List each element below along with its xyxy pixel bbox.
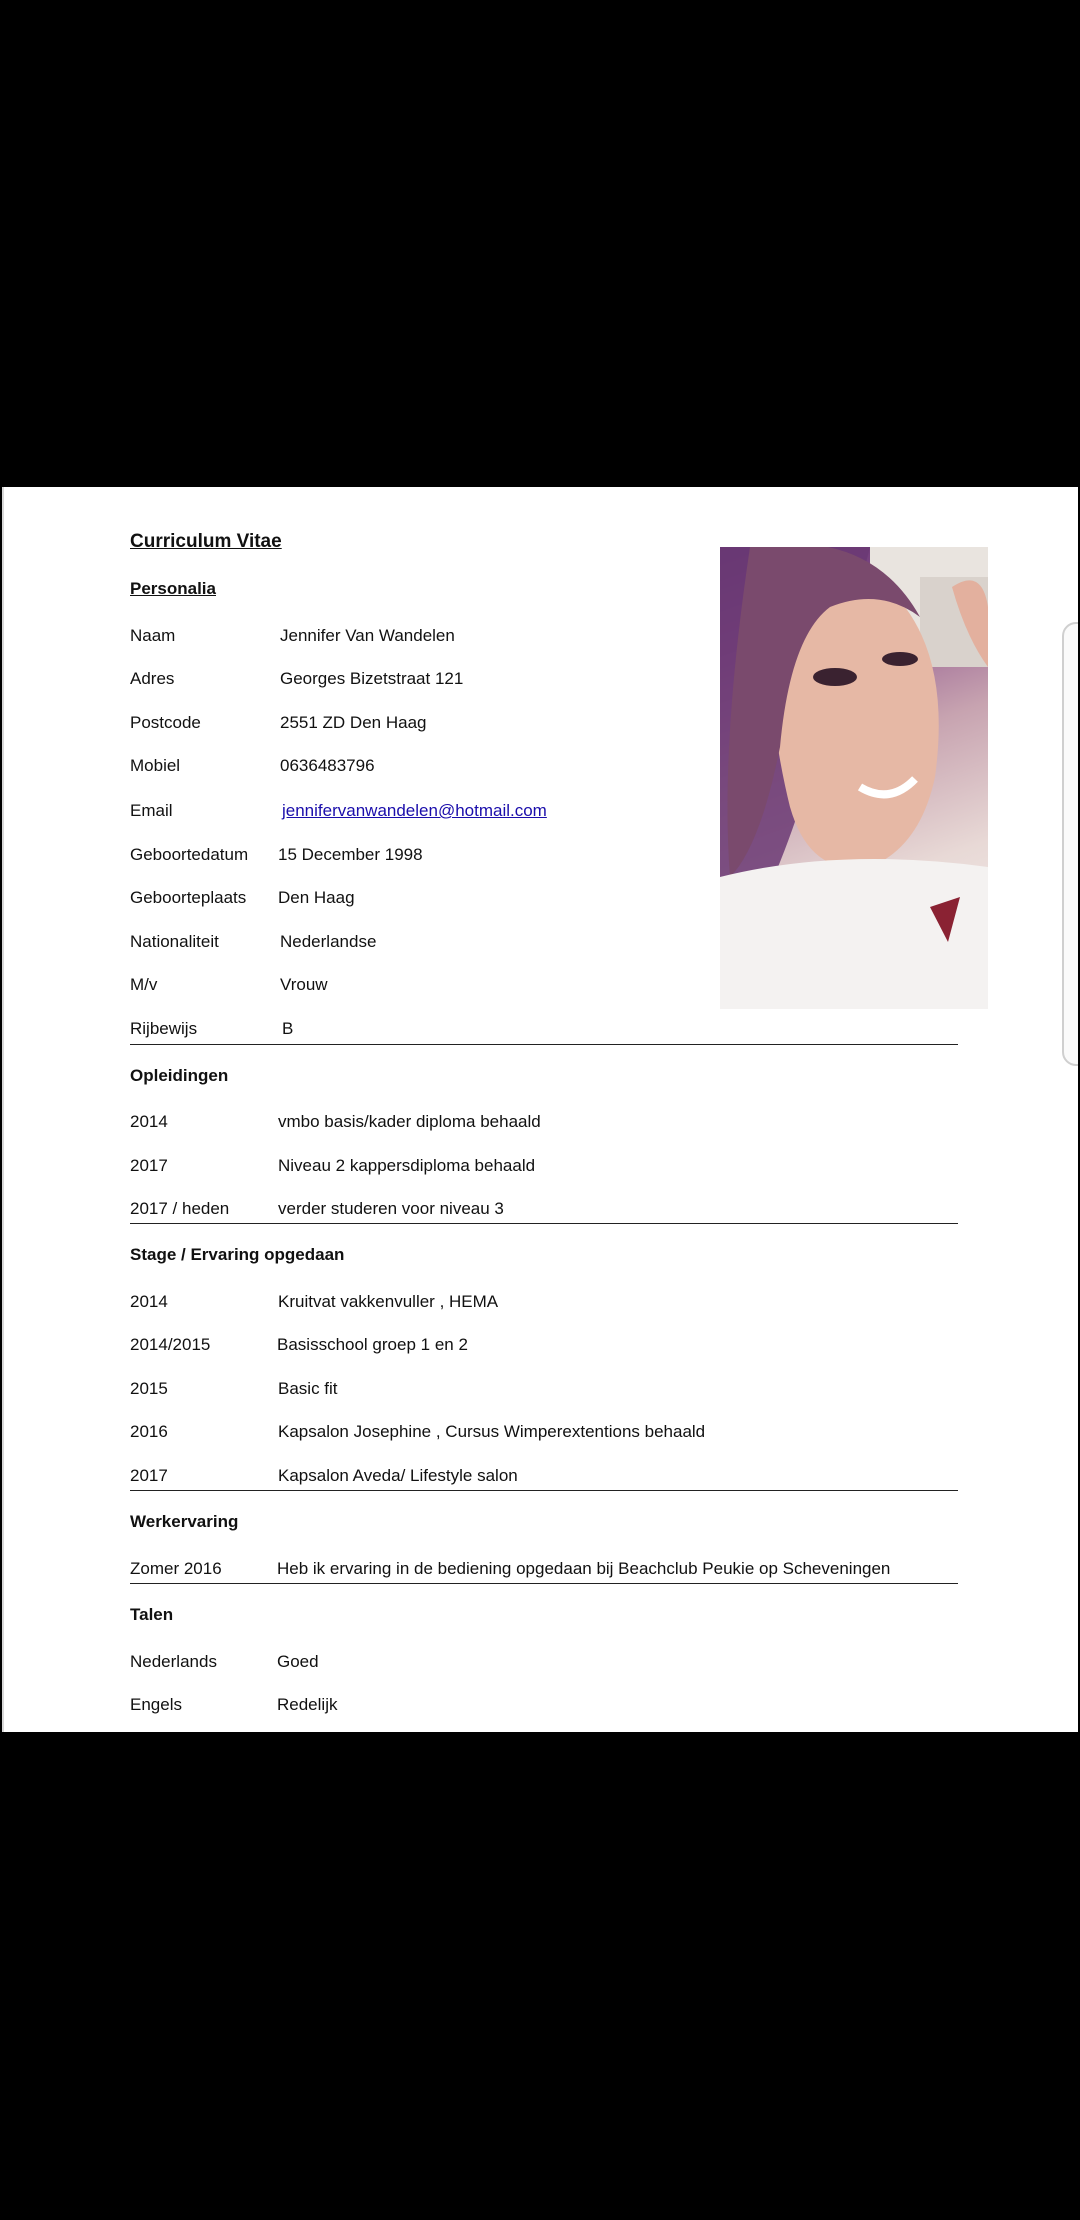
section-heading-personalia: Personalia (130, 579, 216, 598)
row-label: Rijbewijs (130, 1019, 198, 1038)
row-value: Kapsalon Aveda/ Lifestyle salon (278, 1466, 518, 1485)
row-label: M/v (130, 975, 158, 994)
education-row (130, 1109, 958, 1135)
personalia-row (130, 623, 958, 649)
education-row (130, 1153, 958, 1179)
row-label: Adres (130, 669, 175, 688)
row-label: Zomer 2016 (130, 1559, 222, 1578)
row-value: 0636483796 (280, 756, 375, 775)
row-label: Geboortedatum (130, 845, 249, 864)
education-row (130, 1196, 958, 1222)
row-label: 2016 (130, 1422, 168, 1441)
row-label: Email (130, 801, 173, 820)
personalia-row (130, 1016, 958, 1042)
document-title: Curriculum Vitae (130, 531, 282, 552)
row-label: Nationaliteit (130, 932, 219, 951)
row-label: 2014/2015 (130, 1335, 211, 1354)
row-value: Kapsalon Josephine , Cursus Wimperextentions behaald (278, 1422, 706, 1441)
internship-row (130, 1419, 958, 1445)
row-value: Vrouw (280, 975, 328, 994)
row-value: Nederlandse (280, 932, 377, 951)
row-label: Naam (130, 626, 176, 645)
section-divider (130, 1044, 958, 1045)
row-value: B (282, 1019, 294, 1038)
row-label: 2017 (130, 1156, 168, 1175)
row-value: Niveau 2 kappersdiploma behaald (278, 1156, 536, 1175)
section-heading-opleidingen: Opleidingen (130, 1066, 229, 1085)
edge-panel-handle[interactable] (1062, 622, 1078, 1066)
section-heading-werkervaring: Werkervaring (130, 1512, 239, 1531)
row-value: Jennifer Van Wandelen (280, 626, 455, 645)
row-label: Geboorteplaats (130, 888, 247, 907)
row-value: Redelijk (277, 1695, 338, 1714)
row-label: Mobiel (130, 756, 181, 775)
personalia-row (130, 798, 958, 824)
personalia-row (130, 666, 958, 692)
row-value: Kruitvat vakkenvuller , HEMA (278, 1292, 499, 1311)
internship-row (130, 1289, 958, 1315)
language-row (130, 1692, 958, 1718)
personalia-row (130, 710, 958, 736)
row-label: 2017 / heden (130, 1199, 230, 1218)
row-label: 2017 (130, 1466, 168, 1485)
row-label: 2014 (130, 1292, 168, 1311)
row-label: 2014 (130, 1112, 168, 1131)
row-value: vmbo basis/kader diploma behaald (278, 1112, 541, 1131)
row-value: Georges Bizetstraat 121 (280, 669, 464, 688)
section-divider (130, 1490, 958, 1491)
section-heading-talen: Talen (130, 1605, 174, 1624)
row-value: Den Haag (278, 888, 355, 907)
internship-row (130, 1463, 958, 1489)
section-divider (130, 1223, 958, 1224)
personalia-row (130, 929, 958, 955)
row-label: Engels (130, 1695, 182, 1714)
section-divider (130, 1583, 958, 1584)
row-value: Goed (277, 1652, 319, 1671)
internship-row (130, 1332, 958, 1358)
document-page[interactable] (2, 487, 1078, 1732)
row-value: 2551 ZD Den Haag (280, 713, 427, 732)
row-label: Nederlands (130, 1652, 217, 1671)
row-value: 15 December 1998 (278, 845, 423, 864)
row-value: Basic fit (278, 1379, 338, 1398)
row-label: Postcode (130, 713, 201, 732)
personalia-row (130, 753, 958, 779)
row-value: Heb ik ervaring in de bediening opgedaan bij Beachclub Peukie op Scheveningen (277, 1559, 891, 1578)
internship-row (130, 1376, 958, 1402)
row-value: Basisschool groep 1 en 2 (277, 1335, 468, 1354)
email-link[interactable]: jennifervanwandelen@hotmail.com (282, 801, 547, 820)
work-row (130, 1556, 958, 1582)
personalia-row (130, 885, 958, 911)
row-label: 2015 (130, 1379, 168, 1398)
language-row (130, 1649, 958, 1675)
section-heading-stage: Stage / Ervaring opgedaan (130, 1245, 345, 1264)
personalia-row (130, 842, 958, 868)
personalia-row (130, 972, 958, 998)
row-value: verder studeren voor niveau 3 (278, 1199, 504, 1218)
